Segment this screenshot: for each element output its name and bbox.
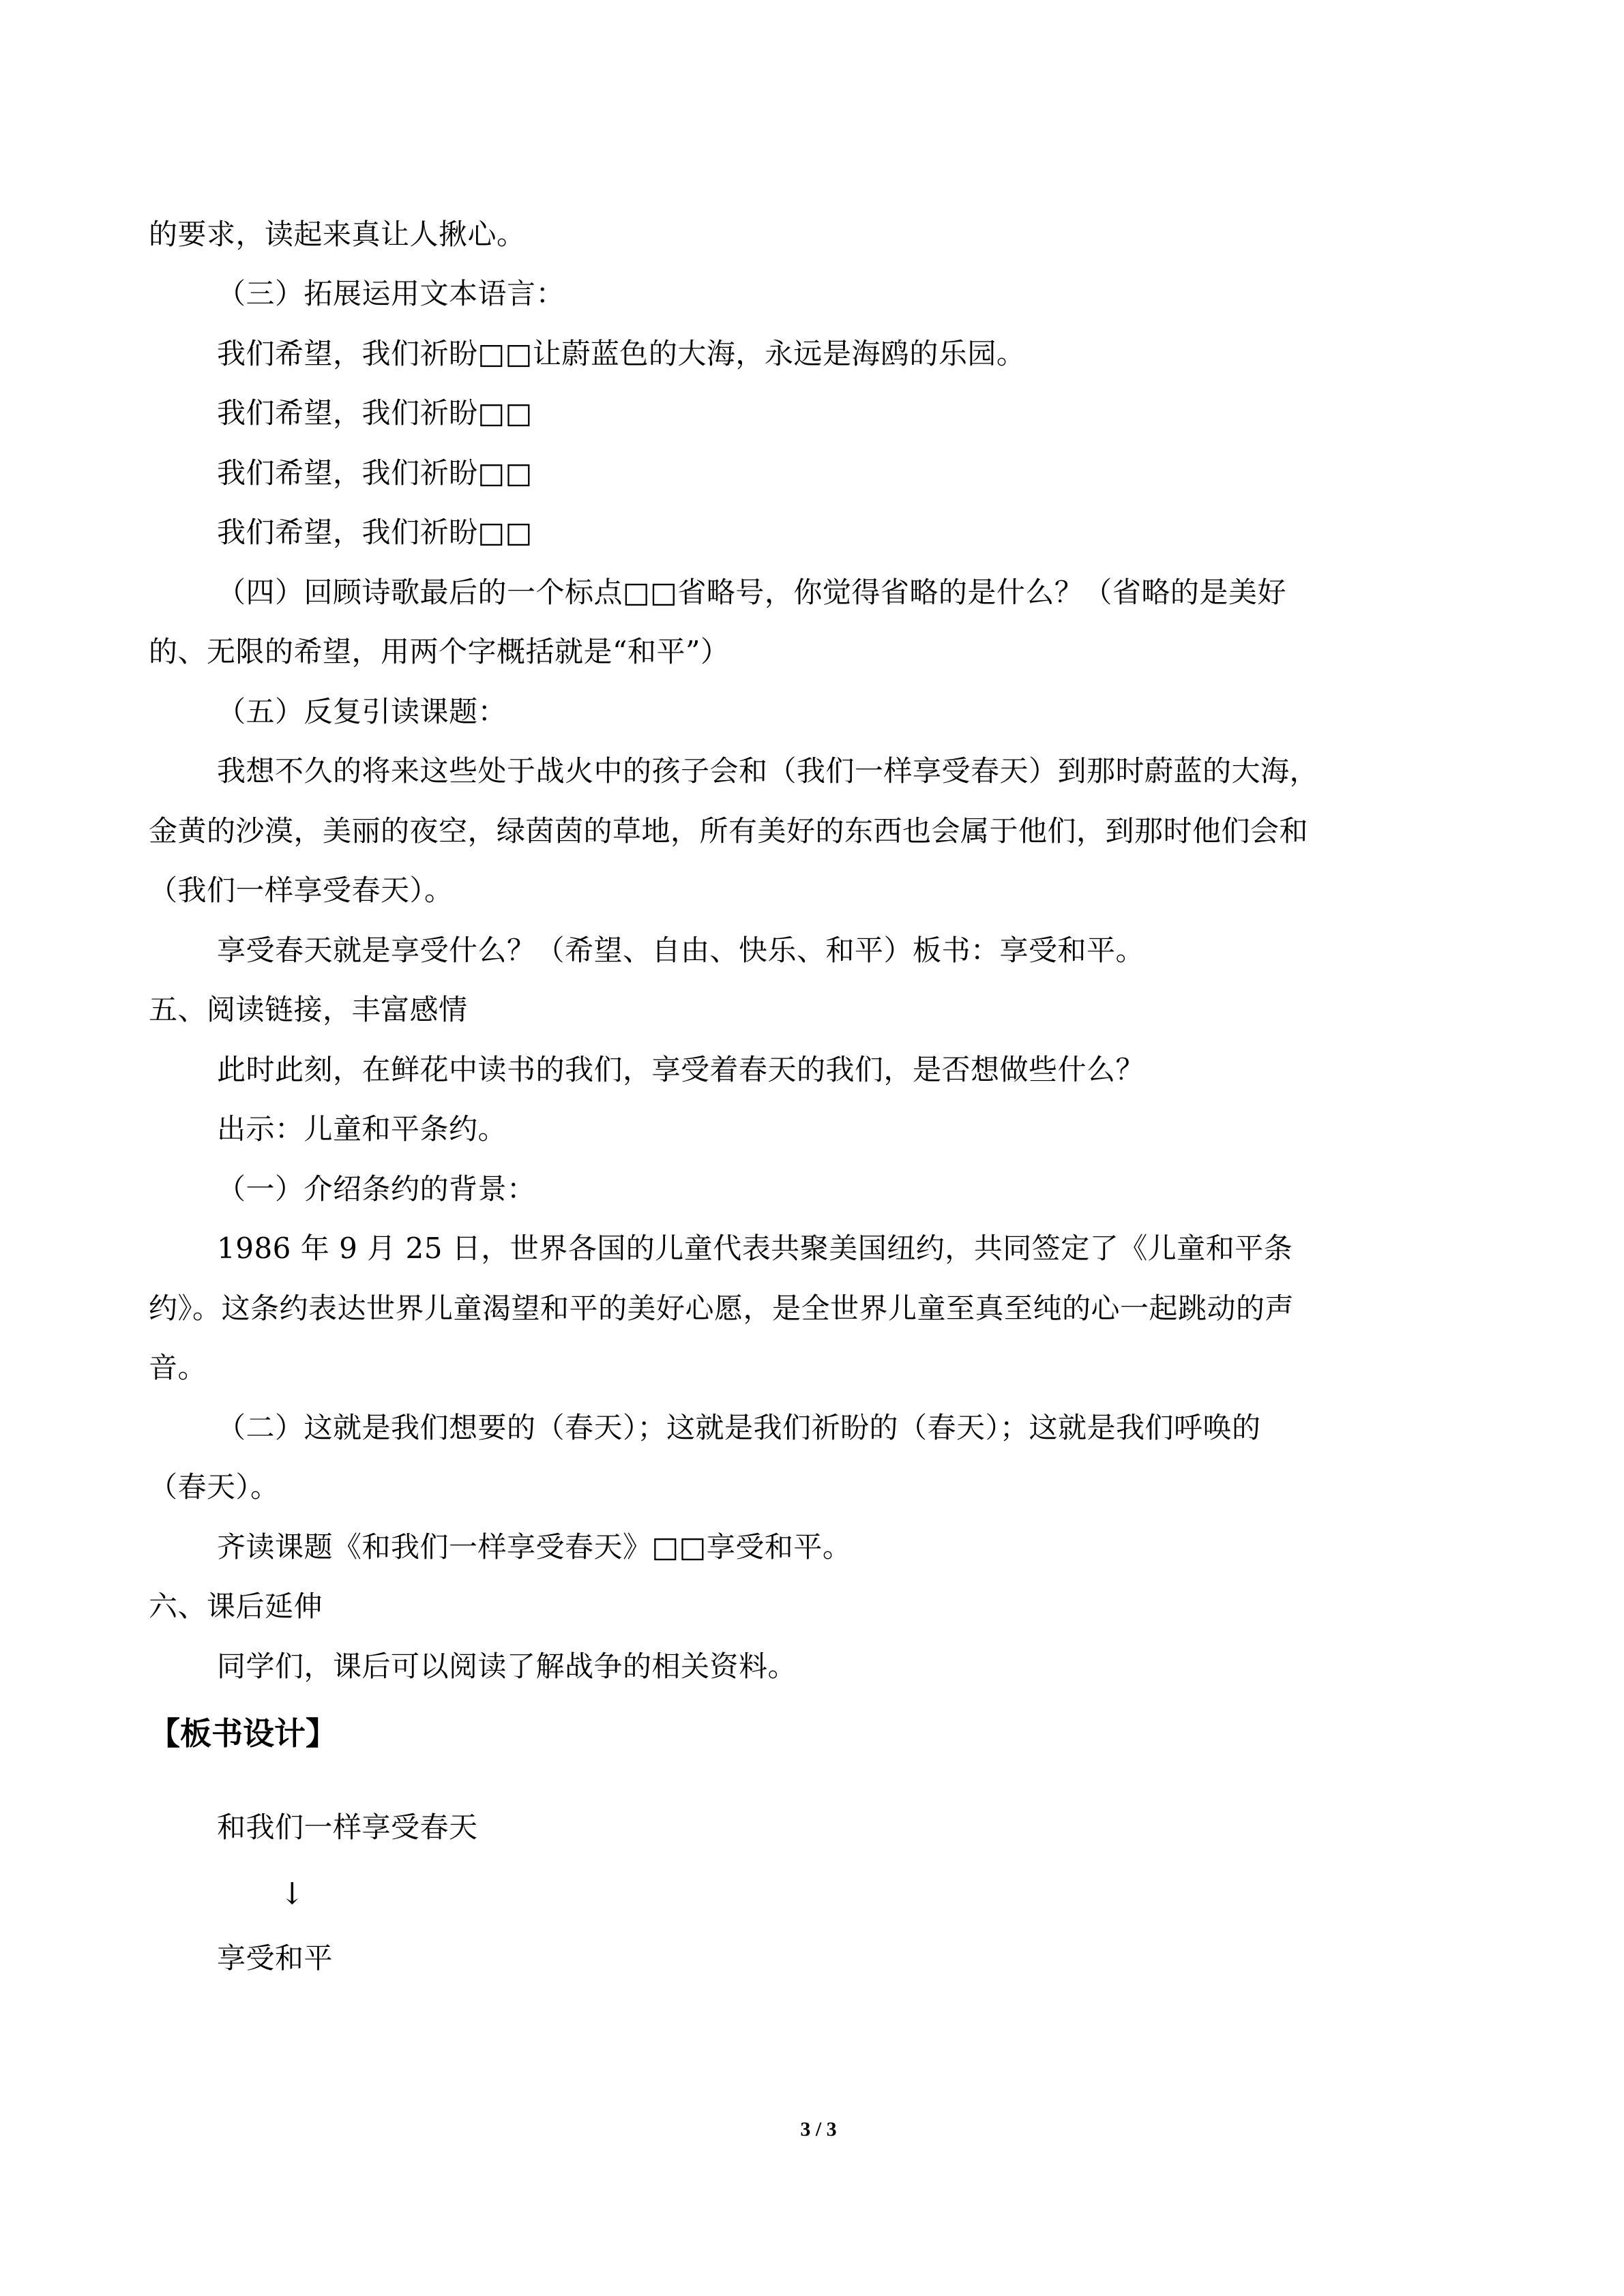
down-arrow-icon: ↓ xyxy=(280,1877,305,1911)
text-line: 约》。这条约表达世界儿童渴望和平的美好心愿，是全世界儿童至真至纯的心一起跳动的声 xyxy=(149,1292,1295,1325)
text-line: 齐读课题《和我们一样享受春天》□□享受和平。 xyxy=(217,1530,852,1564)
text-line: （一）介绍条约的背景： xyxy=(217,1172,536,1206)
text-line: （春天）。 xyxy=(149,1470,280,1504)
text-line: 金黄的沙漠，美丽的夜空，绿茵茵的草地，所有美好的东西也会属于他们，到那时他们会和 xyxy=(149,814,1309,848)
section-heading: 六、课后延伸 xyxy=(149,1590,323,1623)
text-line: 我们希望，我们祈盼□□ xyxy=(217,456,533,490)
text-line: 我们希望，我们祈盼□□ xyxy=(217,516,533,549)
text-line: （二）这就是我们想要的（春天）；这就是我们祈盼的（春天）；这就是我们呼唤的 xyxy=(217,1411,1261,1444)
text-line: 的、无限的希望，用两个字概括就是“和平”） xyxy=(149,635,730,668)
text-line: （五）反复引读课题： xyxy=(217,695,507,728)
text-line: 我们希望，我们祈盼□□让蔚蓝色的大海，永远是海鸥的乐园。 xyxy=(217,337,1026,370)
text-line: 的要求，读起来真让人揪心。 xyxy=(149,218,526,251)
text-line: 我想不久的将来这些处于战火中的孩子会和（我们一样享受春天）到那时蔚蓝的大海， xyxy=(217,754,1319,788)
text-line: 同学们，课后可以阅读了解战争的相关资料。 xyxy=(217,1650,797,1683)
text-line: 音。 xyxy=(149,1351,207,1384)
text-line: 此时此刻，在鲜花中读书的我们，享受着春天的我们，是否想做些什么？ xyxy=(217,1053,1145,1086)
text-line: 出示：儿童和平条约。 xyxy=(217,1112,507,1146)
board-result: 享受和平 xyxy=(217,1941,334,1975)
section-heading: 五、阅读链接，丰富感情 xyxy=(149,993,468,1026)
page-number: 3 / 3 xyxy=(800,2118,837,2141)
text-line: 1986 年 9 月 25 日，世界各国的儿童代表共聚美国纽约，共同签定了《儿童和平条 xyxy=(217,1232,1293,1265)
board-title: 和我们一样享受春天 xyxy=(217,1810,478,1844)
text-line: （三）拓展运用文本语言： xyxy=(217,277,565,310)
text-line: 我们希望，我们祈盼□□ xyxy=(217,396,533,430)
text-line: （四）回顾诗歌最后的一个标点□□省略号，你觉得省略的是什么？（省略的是美好 xyxy=(217,576,1286,609)
text-line: （我们一样享受春天）。 xyxy=(149,874,454,907)
text-line: 享受春天就是享受什么？（希望、自由、快乐、和平）板书：享受和平。 xyxy=(217,934,1145,967)
board-design-heading: 【板书设计】 xyxy=(149,1715,337,1752)
